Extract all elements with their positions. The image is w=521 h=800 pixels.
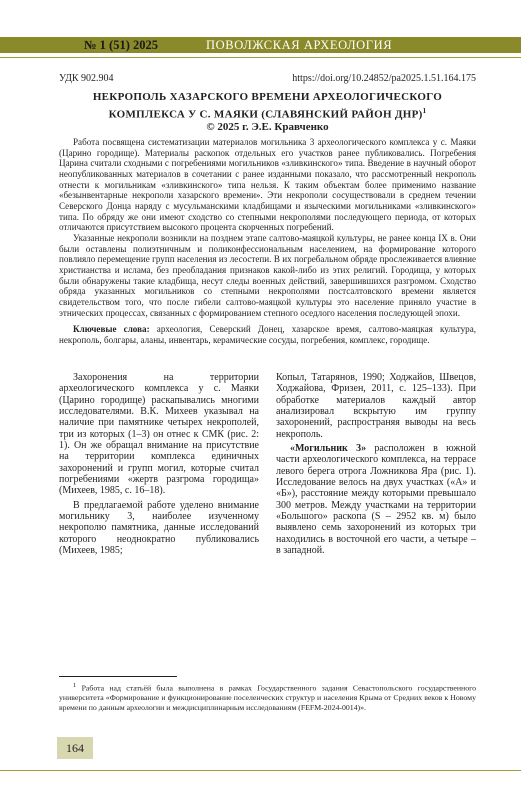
footnote bbox=[59, 681, 476, 713]
abstract-paragraph: Указанные некрополи возникли на позднем этапе салтово-маяцкой культуры, не ранее конца IX в. Они были оставлены полиэтничным и поликонфессиональным населением, на формирование которого повлияло перемещение групп населения из лесостепи. В их погребальном обряде прослеживается влияние христианства и ислама, без преобладания признаков какой-либо из этих религий. Городища, у которых были обнаружены такие кладбища, несут следы военных действий, завершившихся разгромом. Сходство обряда указанных могильников со степными некрополями постсалтовского времени является свидетельством того, что после гибели салтово-маяцкой культуры это население приняло участие в этнических процессах, связанных с формированием степного оседлого населения последующей эпохи. bbox=[59, 232, 476, 318]
abstract-paragraph: Работа посвящена систематизации материалов могильника 3 археологического комплекса у с. Маяки (Царино городище). Материалы раскопок отдельных его участков ранее публиковались. Погребения Царина считали сходными с погребениями могильников «зливкинского» типа. Введение в научный оборот неопубликованных материалов в сочетании с ранее изданными показало, что рассмотренный некрополь отнести к могильникам «зливкинского» типа нельзя. К таким объектам более применимо название «безынвентарные некрополи хазарского времени». Эти некрополи сосуществовали в среднем течении Северского Донца наряду с мусульманскими кладбищами и языческими могильниками «зливкинского» типа. По обряду же они имеют сходство со степными некрополями последующего периода, от которых отличаются присутствием высокого процента скорченных погребений. bbox=[59, 137, 476, 233]
issue-number: № 1 (51) 2025 bbox=[84, 38, 159, 52]
abstract bbox=[59, 137, 476, 318]
section-lead: «Могильник 3» bbox=[290, 443, 367, 455]
body-column-left bbox=[59, 372, 259, 557]
keywords-text: археология, Северский Донец, хазарское время, салтово-маяцкая культура, некрополь, болгары, аланы, инвентарь, керамические сосуды, погребения, комплекс, городище. bbox=[59, 324, 476, 345]
journal-title: ПОВОЛЖСКАЯ АРХЕОЛОГИЯ bbox=[206, 38, 393, 52]
body-column-right bbox=[276, 372, 476, 557]
section-lead-text: расположен в южной части археологического комплекса, на террасе левого берега отрога Ложникова Яра (рис. 1). Исследование велось на двух участках («А» и «Б»), расстояние между которыми превышало 300 метров. Между участками на территории «Большого» раскопа (S – 2952 кв. м) было выявлено семь захоронений из которых три находились в восточной его части, а четыре – в западной. bbox=[276, 443, 476, 557]
body-paragraph: Захоронения на территории археологического комплекса у с. Маяки (Царино городище) раскапывались многими исследователями. В.К. Михеев указывал на наличие при памятнике четырех некрополей, три из которых (1–3) он отнес к СМК (рис. 2: 1). Он же обращал внимание на присутствие на территории комплекса единичных захоронений и групп могил, которые считал погребениями «жертв разгрома городища» (Михеев, 1985, с. 16–18). bbox=[59, 372, 259, 497]
keywords-label: Ключевые слова: bbox=[73, 324, 150, 334]
article-author: © 2025 г. Э.Е. Кравченко bbox=[206, 121, 329, 133]
footnote-divider bbox=[59, 676, 177, 677]
doi-link[interactable]: https://doi.org/10.24852/pa2025.1.51.164.175 bbox=[292, 73, 476, 84]
article-title-text: НЕКРОПОЛЬ ХАЗАРСКОГО ВРЕМЕНИ АРХЕОЛОГИЧЕСКОГО КОМПЛЕКСА У С. МАЯКИ (СЛАВЯНСКИЙ РАЙОН ДНР) bbox=[92, 91, 443, 121]
article-meta bbox=[59, 73, 476, 85]
running-header bbox=[0, 37, 521, 64]
body-paragraph-continuation: Копыл, Татарянов, 1990; Ходжайов, Швецов, Ходжайова, Фризен, 2011, с. 125–133). При обработке материалов каждый автор анализировал вскрытую им группу захоронений, распространяя выводы на весь некрополь. bbox=[276, 372, 476, 440]
title-footnote-mark[interactable]: 1 bbox=[422, 107, 427, 115]
page-number: 164 bbox=[66, 741, 84, 755]
keywords bbox=[59, 324, 476, 345]
footnote-text: Работа над статьёй была выполнена в рамках Государственного задания Севастопольского государственного университета «Формирование и функционирование поселенческих структур и населения Крыма от Средних веков к Новому времени по данным археологии и междисциплинарным исследованиям (FEFM-2024-0014)». bbox=[59, 683, 476, 712]
article-title bbox=[59, 90, 476, 122]
body-paragraph: В предлагаемой работе уделено внимание могильнику 3, наиболее изученному некрополю памятника, данные исследований которого неоднократно публиковались (Михеев, 1985; bbox=[59, 499, 259, 557]
udk-code: УДК 902.904 bbox=[59, 73, 114, 84]
header-divider bbox=[0, 57, 521, 58]
footnote-mark: 1 bbox=[73, 682, 77, 689]
body-paragraph bbox=[276, 443, 476, 556]
footer-divider bbox=[0, 770, 521, 771]
page-number-box bbox=[57, 737, 93, 759]
